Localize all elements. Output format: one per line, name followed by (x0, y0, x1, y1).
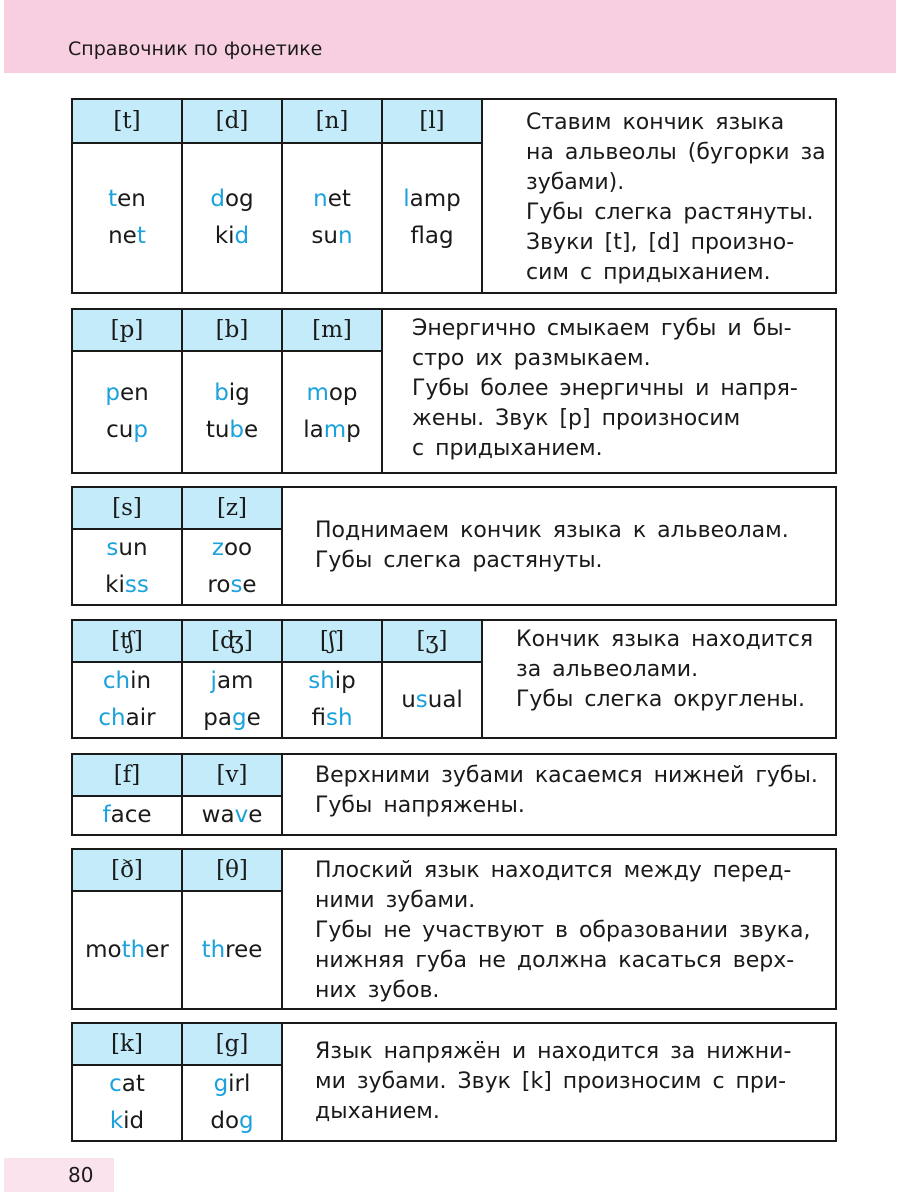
phonetic-symbol: [l] (383, 100, 481, 144)
sound-column (383, 621, 483, 737)
word-part: ace (110, 802, 152, 828)
example-word (306, 375, 357, 412)
example-words (73, 352, 181, 472)
example-words (183, 530, 281, 604)
description-line: с придыханием. (412, 436, 603, 461)
description-line: жены. Звук [p] произносим (412, 406, 741, 431)
example-word (108, 181, 146, 218)
phonetic-symbol: [k] (73, 1024, 181, 1066)
description-line: Губы слегка растянуты. (315, 548, 603, 573)
sound-column (73, 1024, 183, 1140)
phonetic-symbol: [z] (183, 488, 281, 530)
example-word (212, 530, 252, 567)
phonetic-symbol: [ʧ] (73, 621, 181, 663)
sound-block (71, 848, 837, 1010)
articulation-description (297, 850, 835, 1008)
word-part: er (145, 936, 169, 963)
example-word (401, 682, 463, 719)
example-words (73, 797, 181, 834)
word-part: e (246, 705, 261, 731)
sound-block (71, 753, 837, 836)
word-part: e (242, 572, 257, 598)
sound-columns (73, 488, 283, 604)
sound-column (283, 621, 383, 737)
highlighted-letters: g (213, 1071, 229, 1097)
highlighted-letters: p (105, 380, 120, 406)
sound-column (383, 100, 483, 292)
example-word (108, 218, 146, 255)
word-part: pa (203, 705, 232, 731)
sound-column (183, 488, 283, 604)
word-part: en (119, 380, 149, 406)
word-part: en (117, 186, 146, 212)
example-word (215, 218, 249, 255)
word-part: irl (228, 1071, 251, 1097)
phonetic-symbol: [s] (73, 488, 181, 530)
example-words (183, 352, 281, 472)
highlighted-letters: g (239, 1108, 254, 1134)
description-line: Верхними зубами касаемся нижней губы. (315, 763, 818, 788)
sound-column (73, 310, 183, 472)
example-words (183, 797, 281, 834)
example-word (103, 797, 152, 834)
example-word (210, 181, 253, 218)
example-words (73, 663, 181, 737)
word-part: am (216, 668, 254, 694)
highlighted-letters: b (214, 380, 229, 406)
example-word (207, 567, 256, 604)
word-part: su (311, 223, 338, 249)
sound-column (73, 488, 183, 604)
sound-column (183, 100, 283, 292)
highlighted-letters: s (415, 686, 428, 713)
description-line: Кончик языка находится (516, 627, 814, 652)
sound-column (183, 310, 283, 472)
example-words (73, 892, 181, 1008)
word-part: oo (223, 535, 253, 561)
description-line: на альвеолы (бугорки за (526, 140, 826, 165)
description-line: Губы не участвуют в образовании звука, (315, 918, 811, 943)
example-word (105, 567, 149, 604)
description-line: нижняя губа не должна касаться верх- (315, 948, 795, 973)
highlighted-letters: t (136, 223, 146, 249)
description-line: дыханием. (315, 1099, 440, 1124)
phonetic-symbol: [p] (73, 310, 181, 352)
highlighted-letters: sh (308, 668, 335, 694)
phonetic-symbol: [θ] (183, 850, 281, 892)
description-line: ми зубами. Звук [k] произносим с при- (315, 1069, 787, 1094)
word-part: ree (225, 936, 263, 963)
articulation-description (398, 310, 835, 472)
sound-block (71, 98, 837, 294)
example-word (311, 700, 352, 737)
description-line: них зубов. (315, 978, 440, 1003)
description-line: Губы слегка округлены. (516, 687, 806, 712)
phonetic-symbol: [ʃ] (283, 621, 381, 663)
description-line: Губы более энергичны и напря- (412, 376, 798, 401)
highlighted-letters: j (210, 668, 217, 694)
example-word (103, 663, 151, 700)
example-words (283, 352, 381, 472)
example-words (383, 144, 481, 292)
example-word (203, 700, 260, 737)
example-word (210, 1103, 253, 1140)
word-part: ual (427, 686, 463, 713)
sound-block (71, 308, 837, 474)
highlighted-letters: f (102, 802, 111, 828)
word-part: fi (311, 705, 326, 731)
page-header (4, 0, 896, 73)
highlighted-letters: ch (102, 668, 131, 694)
phonetic-symbol: [m] (283, 310, 381, 352)
sound-block (71, 619, 837, 739)
sound-column (283, 100, 383, 292)
word-part: in (130, 668, 152, 694)
example-words (383, 663, 481, 737)
example-words (73, 144, 181, 292)
highlighted-letters: m (323, 417, 347, 443)
description-line: Поднимаем кончик языка к альвеолам. (315, 518, 789, 543)
highlighted-letters: n (337, 223, 353, 249)
example-word (214, 375, 250, 412)
description-line: Губы напряжены. (315, 793, 525, 818)
sound-columns (73, 621, 483, 737)
example-word (311, 218, 352, 255)
description-line: Губы слегка растянуты. (526, 200, 814, 225)
sound-block (71, 1022, 837, 1142)
page-number-tab (4, 1158, 114, 1192)
articulation-description (297, 488, 835, 604)
word-part: tu (205, 417, 230, 443)
example-word (313, 181, 351, 218)
highlighted-letters: d (210, 186, 225, 212)
phonetic-symbol: [b] (183, 310, 281, 352)
word-part: e (248, 802, 263, 828)
articulation-description (498, 100, 835, 292)
highlighted-letters: v (234, 802, 249, 828)
sound-column (73, 621, 183, 737)
word-part: u (401, 686, 416, 713)
sound-column (73, 755, 183, 834)
example-word (403, 181, 461, 218)
description-line: зубами). (526, 170, 625, 195)
highlighted-letters: c (109, 1071, 122, 1097)
description-line: за альвеолами. (516, 657, 699, 682)
word-part: ro (207, 572, 231, 598)
highlighted-letters: sh (325, 705, 353, 731)
description-line: сим с придыханием. (526, 260, 771, 285)
word-part: mo (85, 936, 122, 963)
highlighted-letters: t (108, 186, 118, 212)
sound-columns (73, 1024, 283, 1140)
sound-columns (73, 310, 383, 472)
articulation-description (297, 755, 835, 834)
phonetic-symbol: [ð] (73, 850, 181, 892)
example-word (202, 797, 263, 834)
highlighted-letters: s (106, 535, 119, 561)
highlighted-letters: th (201, 936, 226, 963)
word-part: ip (334, 668, 356, 694)
word-part: la (303, 417, 324, 443)
description-line: ними зубами. (315, 888, 476, 913)
page-number: 80 (68, 1163, 94, 1187)
highlighted-letters: n (313, 186, 328, 212)
word-part: ag (424, 223, 454, 249)
word-part: et (327, 186, 351, 212)
sound-column (73, 100, 183, 292)
highlighted-letters: m (306, 380, 329, 406)
description-line: Плоский язык находится между перед- (315, 858, 792, 883)
header-title: Справочник по фонетике (68, 38, 323, 60)
sound-columns (73, 100, 483, 292)
phonetic-symbol: [ʤ] (183, 621, 281, 663)
word-part: f (410, 223, 425, 249)
example-word (106, 412, 148, 449)
example-word (303, 412, 361, 449)
description-line: Ставим кончик языка (526, 110, 785, 135)
phonetic-symbol: [f] (73, 755, 181, 797)
highlighted-letters: th (121, 936, 146, 963)
description-line: Звуки [t], [d] произно- (526, 230, 795, 255)
example-word (98, 700, 155, 737)
word-part: ne (108, 223, 137, 249)
highlighted-letters: k (109, 1108, 124, 1134)
phonetic-symbol: [d] (183, 100, 281, 144)
example-word (202, 932, 263, 969)
phonetic-symbol: [ʒ] (383, 621, 481, 663)
example-word (109, 1066, 145, 1103)
example-word (206, 412, 258, 449)
example-word (105, 375, 148, 412)
highlighted-letters: p (133, 417, 148, 443)
word-part: ig (228, 380, 250, 406)
example-word (110, 1103, 144, 1140)
example-words (283, 144, 381, 292)
example-word (410, 218, 453, 255)
sound-column (183, 850, 283, 1008)
example-word (106, 530, 147, 567)
sound-column (183, 1024, 283, 1140)
highlighted-letters: d (234, 223, 250, 249)
word-part: ki (105, 572, 125, 598)
sound-columns (73, 755, 283, 834)
highlighted-letters: ss (124, 572, 149, 598)
phonetic-symbol: [g] (183, 1024, 281, 1066)
highlighted-letters: l (403, 186, 410, 212)
example-word (85, 932, 169, 969)
example-word (308, 663, 356, 700)
example-word (211, 663, 254, 700)
description-line: Энергично смыкаем губы и бы- (412, 316, 792, 341)
highlighted-letters: z (211, 535, 224, 561)
articulation-description (498, 621, 835, 737)
sound-block (71, 486, 837, 606)
example-words (183, 663, 281, 737)
word-part: cu (106, 417, 134, 443)
word-part: p (346, 417, 361, 443)
word-part: do (210, 1108, 240, 1134)
example-words (183, 1066, 281, 1140)
word-part: id (123, 1108, 145, 1134)
sound-column (183, 755, 283, 834)
word-part: og (224, 186, 254, 212)
description-line: Язык напряжён и находится за нижни- (315, 1039, 792, 1064)
example-word (214, 1066, 251, 1103)
sound-column (183, 621, 283, 737)
word-part: ki (214, 223, 235, 249)
word-part: e (244, 417, 259, 443)
sound-column (283, 310, 383, 472)
phonetic-symbol: [n] (283, 100, 381, 144)
example-words (183, 144, 281, 292)
articulation-description (297, 1024, 835, 1140)
word-part: air (125, 705, 156, 731)
highlighted-letters: s (230, 572, 243, 598)
word-part: amp (409, 186, 461, 212)
word-part: un (118, 535, 148, 561)
example-words (73, 530, 181, 604)
word-part: wa (201, 802, 235, 828)
example-words (73, 1066, 181, 1140)
highlighted-letters: ch (98, 705, 126, 731)
word-part: op (328, 380, 358, 406)
phonetic-symbol: [v] (183, 755, 281, 797)
phonetic-symbol: [t] (73, 100, 181, 144)
example-words (183, 892, 281, 1008)
sound-columns (73, 850, 283, 1008)
word-part: at (121, 1071, 145, 1097)
description-line: стро их размыкаем. (412, 346, 651, 371)
sound-column (73, 850, 183, 1008)
example-words (283, 663, 381, 737)
highlighted-letters: g (231, 705, 247, 731)
highlighted-letters: b (229, 417, 245, 443)
